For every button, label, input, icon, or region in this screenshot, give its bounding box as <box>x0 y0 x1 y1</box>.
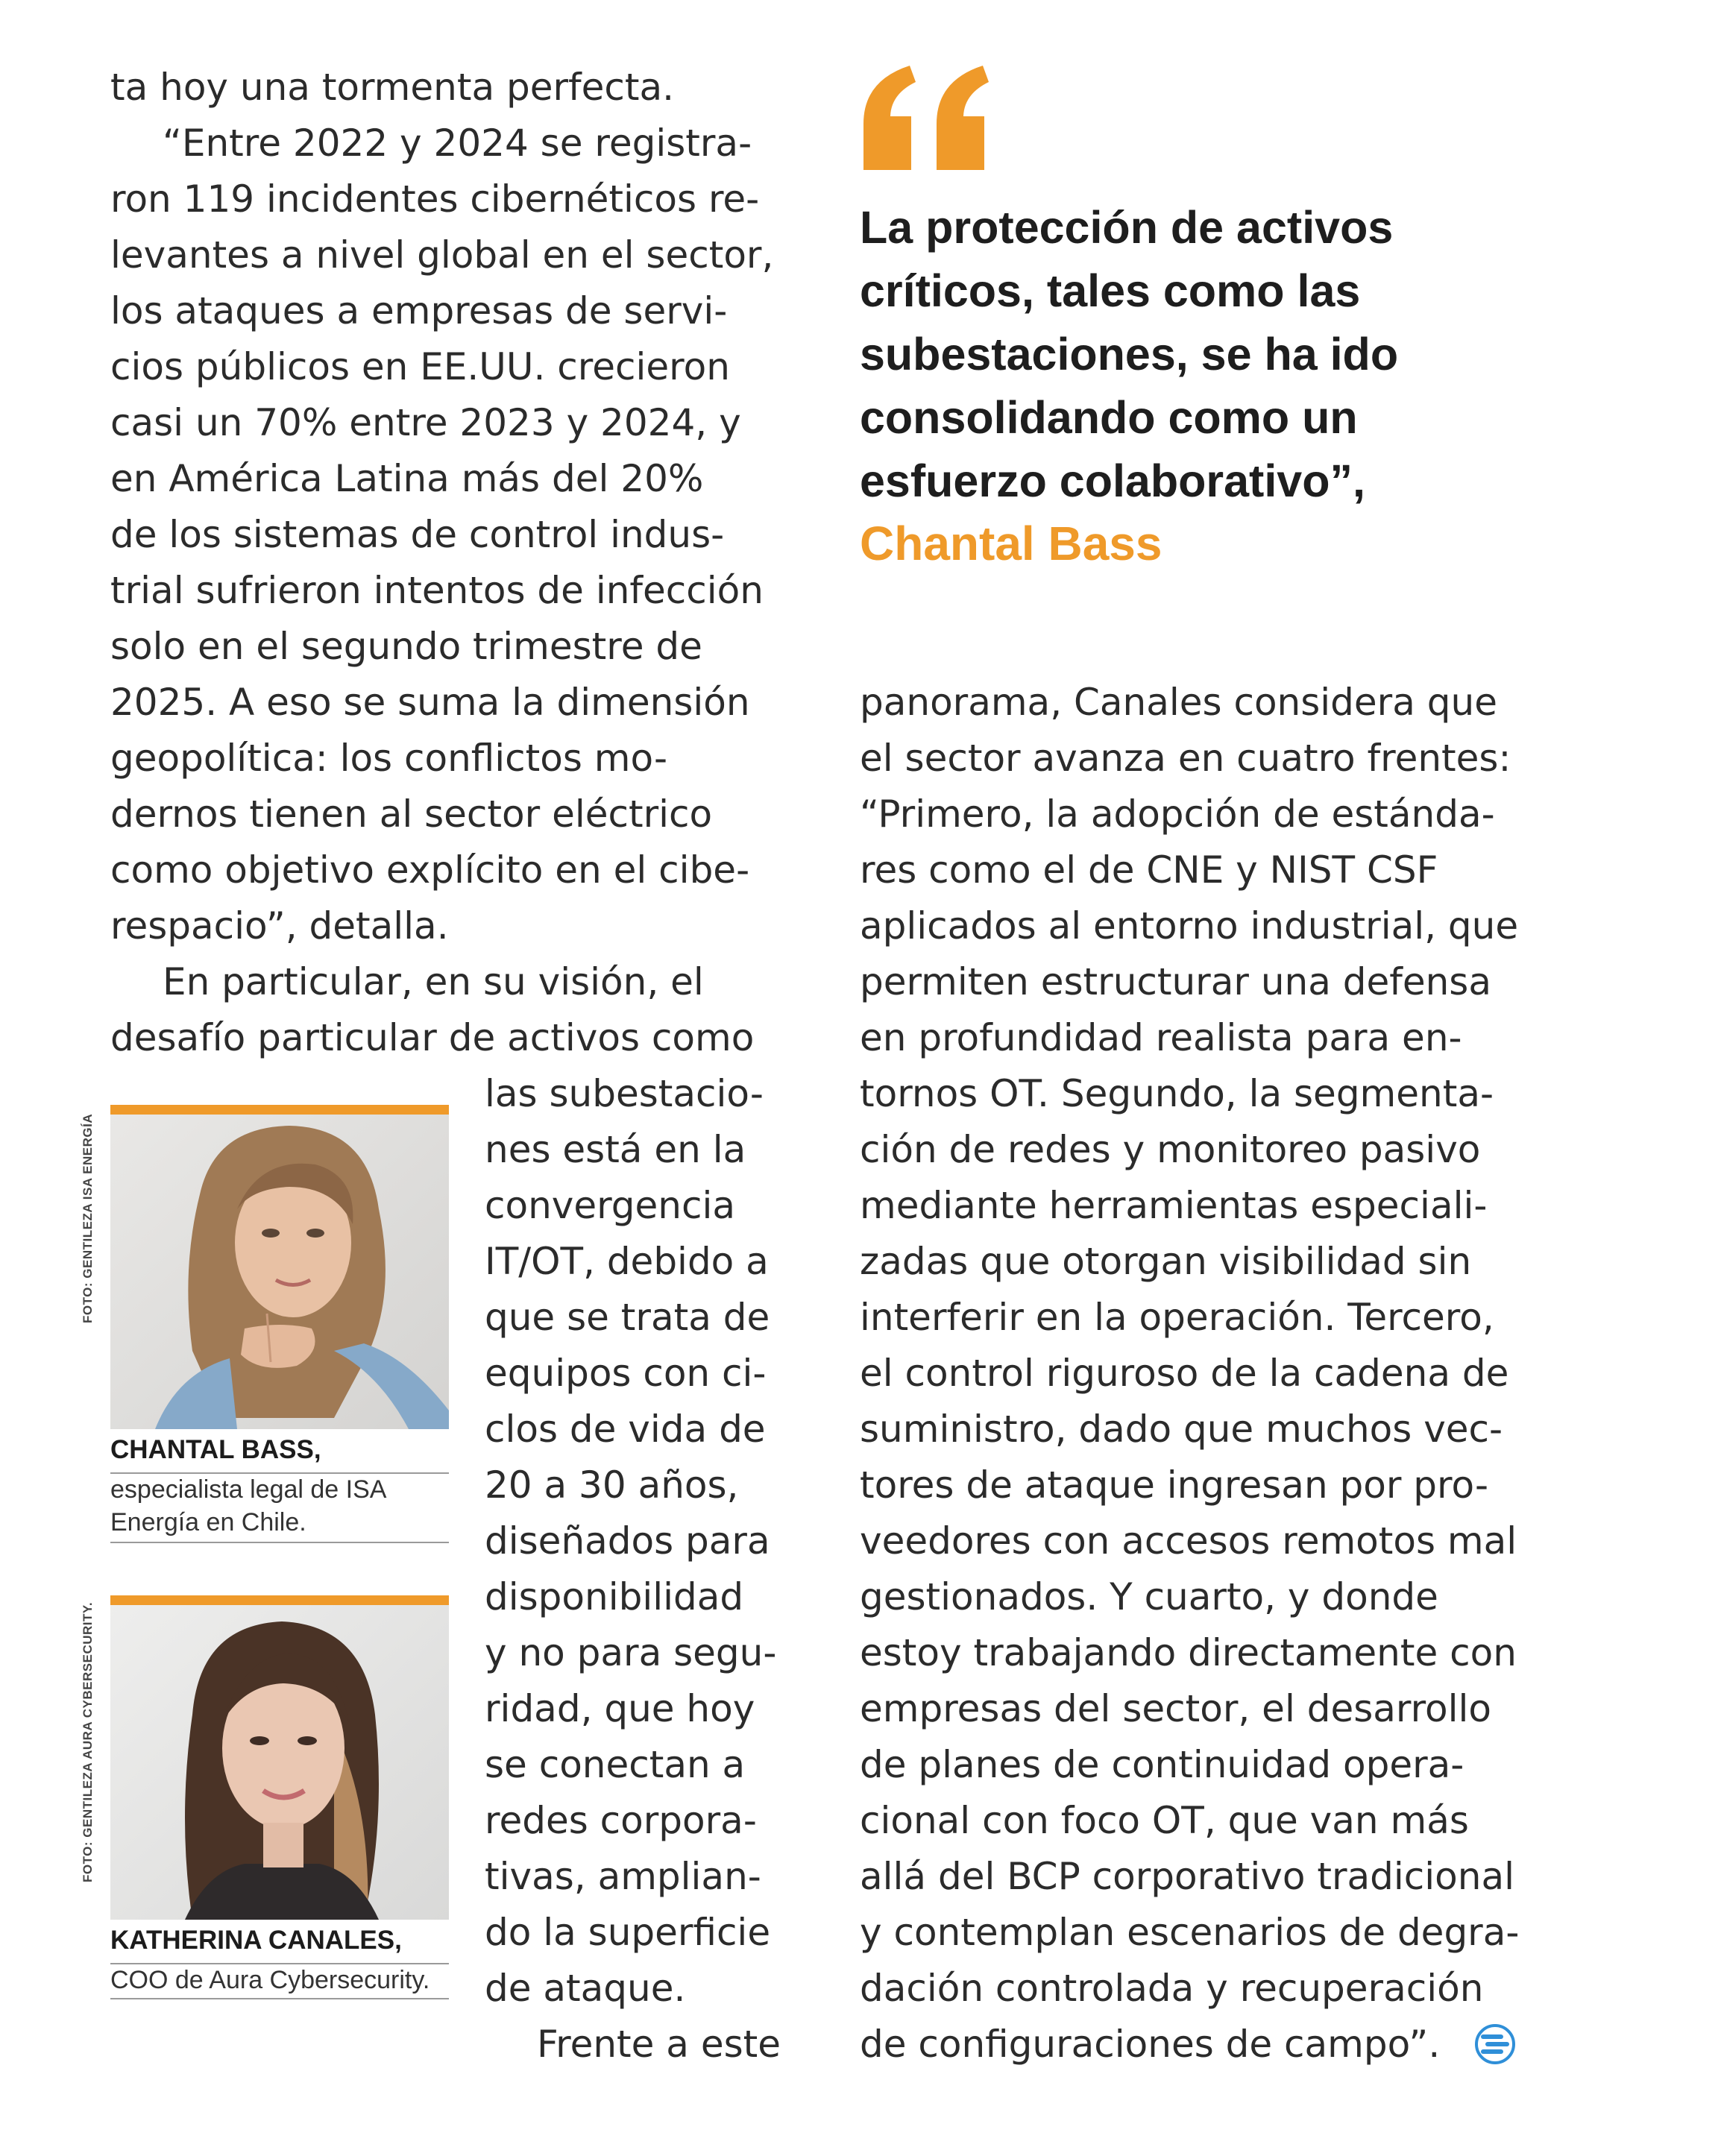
pull-quote-author: Chantal Bass <box>860 517 1162 570</box>
body-line: el sector avanza en cuatro frentes: <box>860 737 1511 780</box>
body-line: y contemplan escenarios de degra- <box>860 1911 1520 1954</box>
body-line: gestionados. Y cuarto, y donde <box>860 1575 1438 1618</box>
body-line: nes está en la <box>485 1128 746 1171</box>
body-line: tornos OT. Segundo, la segmenta- <box>860 1072 1494 1115</box>
body-line: aplicados al entorno industrial, que <box>860 904 1519 948</box>
body-line: geopolítica: los conflictos mo- <box>110 737 668 780</box>
body-line: que se trata de <box>485 1296 770 1339</box>
body-line: ción de redes y monitoreo pasivo <box>860 1128 1481 1171</box>
body-line: redes corpora- <box>485 1799 757 1842</box>
body-line: 20 a 30 años, <box>485 1463 739 1507</box>
pull-quote-line: subestaciones, se ha ido <box>860 329 1399 379</box>
end-of-article-icon <box>1475 2024 1515 2064</box>
body-line: permiten estructurar una defensa <box>860 960 1491 1003</box>
body-line: convergencia <box>485 1184 736 1227</box>
body-line: equipos con ci- <box>485 1352 767 1395</box>
body-line: de ataque. <box>485 1967 686 2010</box>
body-line: de planes de continuidad opera- <box>860 1743 1464 1786</box>
caption-divider <box>110 1998 449 1999</box>
body-line: tores de ataque ingresan por pro- <box>860 1463 1489 1507</box>
body-line: levantes a nivel global en el sector, <box>110 233 774 277</box>
body-line: “Primero, la adopción de estánda- <box>860 792 1495 836</box>
body-line: ridad, que hoy <box>485 1687 755 1730</box>
body-line: tivas, amplian- <box>485 1855 761 1898</box>
pull-quote-line: consolidando como un <box>860 392 1358 443</box>
body-line: desafío particular de activos como <box>110 1016 755 1059</box>
body-line: casi un 70% entre 2023 y 2024, y <box>110 401 741 444</box>
body-line: ron 119 incidentes cibernéticos re- <box>110 177 760 221</box>
body-line: disponibilidad <box>485 1575 744 1618</box>
body-line: zadas que otorgan visibilidad sin <box>860 1240 1472 1283</box>
photo-credit: FOTO: GENTILEZA ISA ENERGÍA <box>81 1113 95 1323</box>
body-line: veedores con accesos remotos mal <box>860 1519 1517 1563</box>
body-line: solo en el segundo trimestre de <box>110 625 702 668</box>
body-line: ta hoy una tormenta perfecta. <box>110 66 675 109</box>
body-line: las subestacio- <box>485 1072 764 1115</box>
caption-divider <box>110 1542 449 1543</box>
body-line: trial sufrieron intentos de infección <box>110 569 764 612</box>
caption-description: especialista legal de ISA <box>110 1475 387 1504</box>
body-line: clos de vida de <box>485 1408 766 1451</box>
body-line: en América Latina más del 20% <box>110 457 704 500</box>
pull-quote-line: La protección de activos <box>860 202 1394 253</box>
body-line: y no para segu- <box>485 1631 777 1674</box>
body-line: dación controlada y recuperación <box>860 1967 1484 2010</box>
caption-name: CHANTAL BASS, <box>110 1435 321 1464</box>
body-line: cios públicos en EE.UU. crecieron <box>110 345 730 388</box>
body-line: en profundidad realista para en- <box>860 1016 1462 1059</box>
body-line: dernos tienen al sector eléctrico <box>110 792 713 836</box>
pull-quote-line: esfuerzo colaborativo”, <box>860 456 1365 506</box>
body-line: los ataques a empresas de servi- <box>110 289 728 332</box>
caption-description: Energía en Chile. <box>110 1508 306 1536</box>
body-line: do la superficie <box>485 1911 771 1954</box>
body-line: estoy trabajando directamente con <box>860 1631 1517 1674</box>
body-line: diseñados para <box>485 1519 770 1563</box>
caption-description: COO de Aura Cybersecurity. <box>110 1966 430 1994</box>
body-line: res como el de CNE y NIST CSF <box>860 848 1438 892</box>
body-line: mediante herramientas especiali- <box>860 1184 1488 1227</box>
body-line: el control riguroso de la cadena de <box>860 1352 1509 1395</box>
pull-quote-line: críticos, tales como las <box>860 265 1361 316</box>
portrait-image <box>110 1105 449 1429</box>
body-line: IT/OT, debido a <box>485 1240 769 1283</box>
portrait-image <box>110 1595 449 1920</box>
portrait-photo-katherina-canales <box>110 1595 449 1920</box>
body-line: suministro, dado que muchos vec- <box>860 1408 1503 1451</box>
body-line: empresas del sector, el desarrollo <box>860 1687 1492 1730</box>
body-line: respacio”, detalla. <box>110 904 449 948</box>
body-line: se conectan a <box>485 1743 746 1786</box>
body-line: interferir en la operación. Tercero, <box>860 1296 1494 1339</box>
caption-name: KATHERINA CANALES, <box>110 1926 402 1955</box>
body-line: de los sistemas de control indus- <box>110 513 725 556</box>
body-line: En particular, en su visión, el <box>163 960 704 1003</box>
body-line: de configuraciones de campo”. <box>860 2023 1441 2066</box>
portrait-photo-chantal-bass <box>110 1105 449 1429</box>
body-line: Frente a este <box>537 2023 781 2066</box>
body-line: panorama, Canales considera que <box>860 681 1497 724</box>
photo-credit: FOTO: GENTILEZA AURA CYBERSECURITY. <box>81 1601 95 1882</box>
body-line: 2025. A eso se suma la dimensión <box>110 681 750 724</box>
body-line: allá del BCP corporativo tradicional <box>860 1855 1514 1898</box>
body-line: cional con foco OT, que van más <box>860 1799 1469 1842</box>
quote-mark-icon <box>858 58 999 177</box>
body-line: “Entre 2022 y 2024 se registra- <box>163 122 752 165</box>
body-line: como objetivo explícito en el cibe- <box>110 848 750 892</box>
